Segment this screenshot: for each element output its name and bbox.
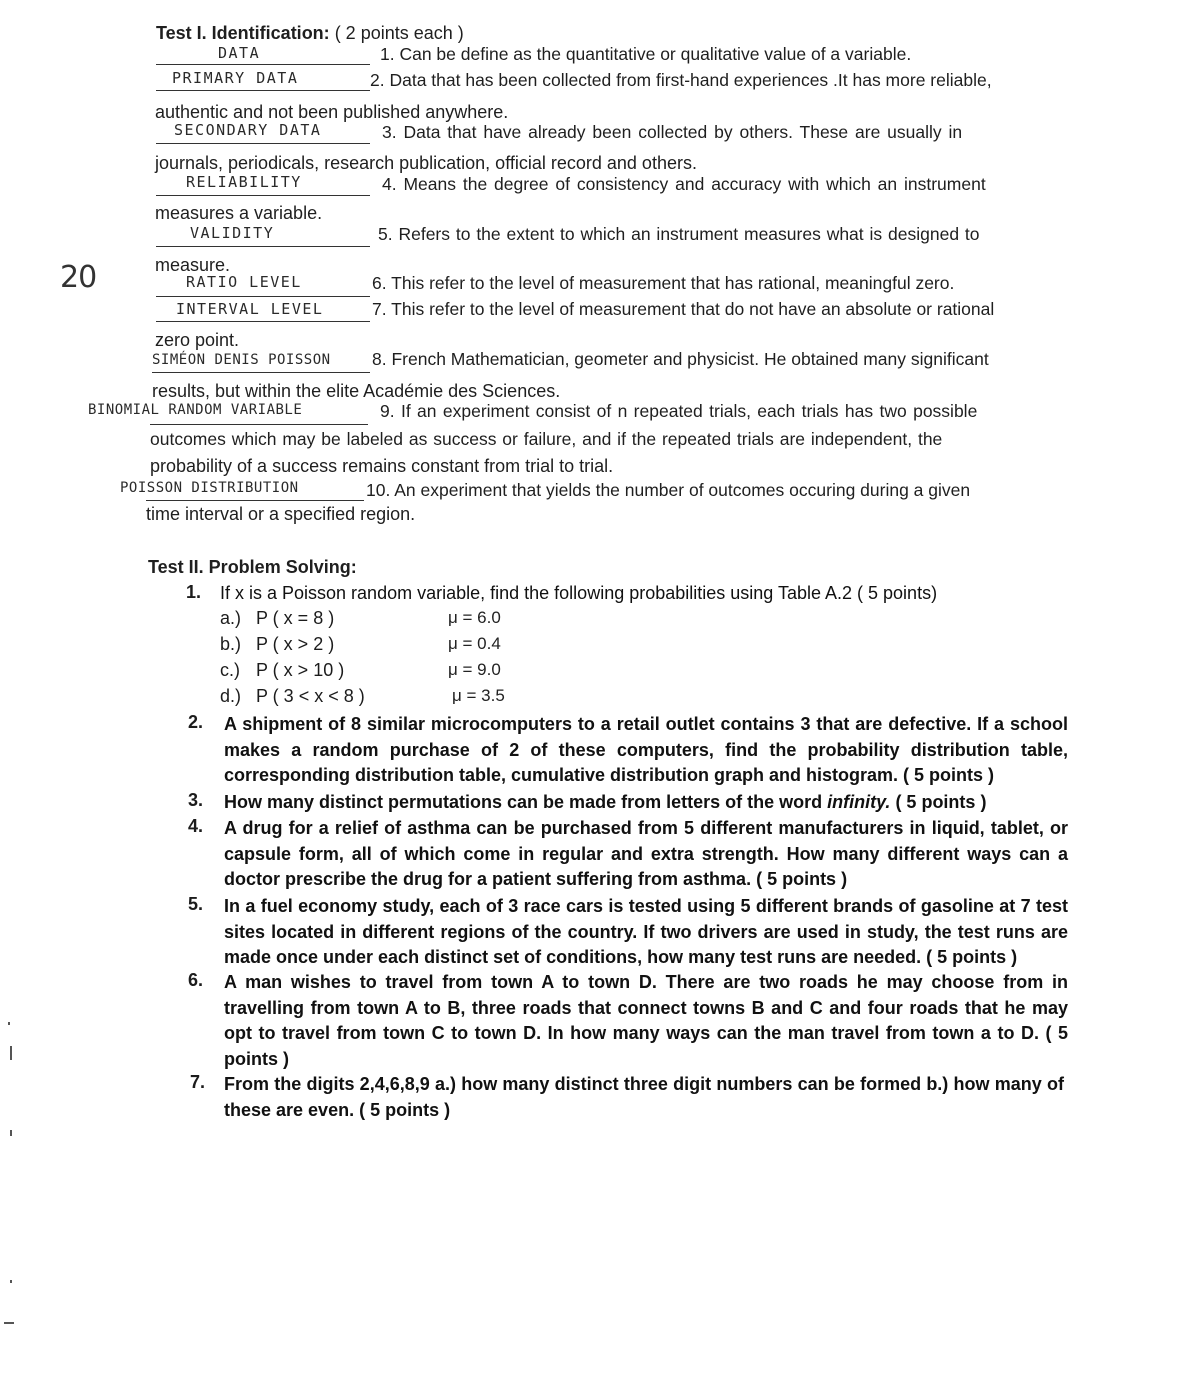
problem-4-number: 4. (188, 816, 204, 836)
scan-mark (4, 1322, 14, 1324)
scan-mark (10, 1046, 12, 1060)
item-1-text: 1. Can be define as the quantitative or qualitative value of a variable. (380, 44, 912, 64)
problem-2-text: A shipment of 8 similar microcomputers to a retail outlet contains 3 that are defective. If a school makes a random purchase of 2 of these computers, find the probability distribution table, corresponding distribution table, cumulative distribution graph and histogram. ( 5 points ) (224, 714, 1068, 785)
answer-10: POISSON DISTRIBUTION (120, 480, 299, 496)
subpart-b-mu: μ = 0.4 (448, 634, 501, 653)
item-4-text: 4. Means the degree of consistency and accuracy with which an instrument (382, 174, 986, 194)
item-9-cont: outcomes which may be labeled as success or failure, and if the repeated trials are independent, the (150, 429, 943, 449)
answer-8: SIMÉON DENIS POISSON (152, 352, 331, 368)
answer-6: RATIO LEVEL (186, 273, 302, 291)
item-2-cont: authentic and not been published anywhere. (155, 102, 509, 122)
item-8-text: 8. French Mathematician, geometer and physicist. He obtained many significant (372, 349, 989, 369)
problem-5-text: In a fuel economy study, each of 3 race cars is tested using 5 different brands of gasoline at 7 test sites located in different regions of the country. If two drivers are used in study, the test runs are made once under each distinct set of conditions, how many test runs are needed. ( 5 points ) (224, 896, 1068, 967)
item-10-cont: time interval or a specified region. (146, 504, 416, 524)
problem-6-text: A man wishes to travel from town A to town D. There are two roads he may choose from in travelling from town A to B, three roads that connect towns B and C and four roads that he may opt to travel from town C to town D. In how many ways can the man travel from town a to D. ( 5 points ) (224, 972, 1068, 1069)
item-8-cont: results, but within the elite Académie des Sciences. (152, 381, 561, 401)
test1-header (156, 22, 464, 44)
subpart-a-expr: P ( x = 8 ) (256, 608, 335, 628)
answer-line-8 (152, 372, 370, 373)
answer-2: PRIMARY DATA (172, 69, 299, 87)
answer-line-9 (150, 424, 368, 425)
scan-mark (10, 1130, 12, 1136)
subpart-b-label: b.) (220, 634, 242, 654)
problem-3-text (224, 790, 1068, 816)
problem-4-text: A drug for a relief of asthma can be purchased from 5 different manufacturers in liquid, tablet, or capsule form, all of which come in regular and extra strength. How many different ways can a doctor prescribe the drug for a patient suffering from asthma. ( 5 points ) (224, 818, 1068, 889)
test1-heading: Test I. Identification: (156, 23, 330, 43)
answer-line-6 (156, 296, 370, 297)
item-4-cont: measures a variable. (155, 203, 323, 223)
answer-line-2 (156, 90, 370, 91)
problem-2-number: 2. (188, 712, 204, 732)
answer-9: BINOMIAL RANDOM VARIABLE (88, 402, 303, 418)
answer-line-10 (146, 500, 364, 501)
scan-mark (8, 1022, 10, 1025)
answer-5: VALIDITY (190, 224, 275, 242)
answer-line-5 (156, 246, 370, 247)
answer-line-3 (156, 143, 370, 144)
answer-line-1 (156, 64, 370, 65)
subpart-d-label: d.) (220, 686, 242, 706)
scan-mark (10, 1280, 12, 1283)
answer-3: SECONDARY DATA (174, 121, 322, 139)
problem-1-number: 1. (186, 582, 202, 602)
subpart-c-expr: P ( x > 10 ) (256, 660, 345, 680)
item-3-text: 3. Data that have already been collected by others. These are usually in (382, 122, 963, 142)
test1-points: ( 2 points each ) (334, 23, 464, 43)
item-5-text: 5. Refers to the extent to which an instrument measures what is designed to (378, 224, 980, 244)
item-9-text: 9. If an experiment consist of n repeated trials, each trials has two possible (380, 401, 978, 421)
problem-3-text-a: How many distinct permutations can be made from letters of the word (224, 792, 828, 812)
subpart-a-label: a.) (220, 608, 242, 628)
item-5-cont: measure. (155, 255, 231, 275)
answer-line-7 (156, 321, 370, 322)
subpart-b-expr: P ( x > 2 ) (256, 634, 335, 654)
item-10-text: 10. An experiment that yields the number of outcomes occuring during a given (366, 480, 971, 500)
problem-3-text-b: ( 5 points ) (890, 792, 987, 812)
handwritten-score: 20 (60, 260, 97, 295)
answer-line-4 (156, 195, 370, 196)
subpart-d-mu: μ = 3.5 (452, 686, 505, 705)
subpart-a-mu: μ = 6.0 (448, 608, 501, 627)
item-2-text: 2. Data that has been collected from first-hand experiences .It has more reliable, (370, 70, 992, 90)
answer-7: INTERVAL LEVEL (176, 300, 324, 318)
item-6-text: 6. This refer to the level of measurement that has rational, meaningful zero. (372, 273, 955, 293)
problem-7-text: From the digits 2,4,6,8,9 a.) how many distinct three digit numbers can be formed b.) how many of these are even. ( 5 points ) (224, 1074, 1064, 1120)
subpart-d-expr: P ( 3 < x < 8 ) (256, 686, 365, 706)
problem-7-number: 7. (190, 1072, 206, 1092)
test2-heading: Test II. Problem Solving: (148, 557, 357, 577)
problem-1-text: If x is a Poisson random variable, find the following probabilities using Table A.2 ( 5 points) (220, 583, 938, 603)
subpart-c-label: c.) (220, 660, 240, 680)
answer-1: DATA (218, 44, 261, 62)
problem-5-number: 5. (188, 894, 204, 914)
problem-6-number: 6. (188, 970, 204, 990)
answer-4: RELIABILITY (186, 173, 302, 191)
item-9-cont2: probability of a success remains constant from trial to trial. (150, 456, 614, 476)
item-3-cont: journals, periodicals, research publication, official record and others. (155, 153, 697, 173)
item-7-text: 7. This refer to the level of measurement that do not have an absolute or rational (372, 299, 995, 319)
item-7-cont: zero point. (155, 330, 240, 350)
problem-3-word: infinity. (827, 792, 891, 812)
problem-3-number: 3. (188, 790, 204, 810)
subpart-c-mu: μ = 9.0 (448, 660, 501, 679)
